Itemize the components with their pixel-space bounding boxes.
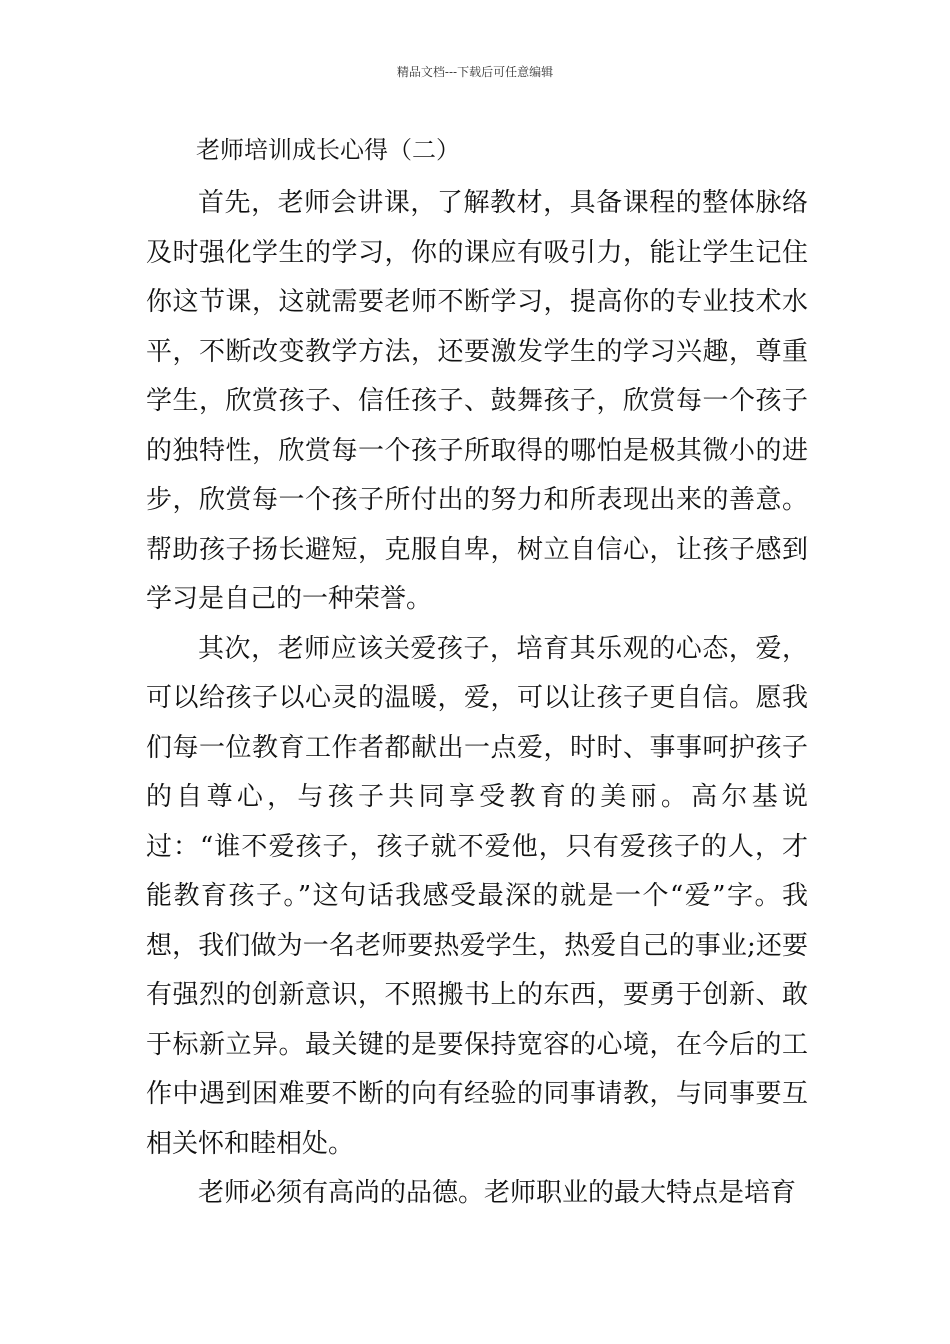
document-title: 老师培训成长心得（二） — [196, 136, 460, 164]
paragraph-3: 老师必须有高尚的品德。老师职业的最大特点是培育 — [198, 1178, 797, 1208]
paragraph-1: 首先，老师会讲课，了解教材，具备课程的整体脉络及时强化学生的学习，你的课应有吸引力，能让学生记住你这节课，这就需要老师不断学习，提高你的专业技术水平，不断改变教学方法，还要激发学生的学习兴趣，尊重学生，欣赏孩子、信任孩子、鼓舞孩子，欣赏每一个孩子的独特性，欣赏每一个孩子所取得的哪怕是极其微小的进步，欣赏每一个孩子所付出的努力和所表现出来的善意。帮助孩子扬长避短，克服自卑，树立自信心，让孩子感到学习是自己的一种荣誉。 — [146, 188, 808, 614]
header-note: 精品文档---下载后可任意编辑 — [396, 65, 554, 79]
paragraph-2: 其次，老师应该关爱孩子，培育其乐观的心态，爱，可以给孩子以心灵的温暖，爱，可以让孩子更自信。愿我们每一位教育工作者都献出一点爱，时时、事事呵护孩子的自尊心，与孩子共同享受教育的美丽。高尔基说过：“谁不爱孩子，孩子就不爱他，只有爱孩子的人，才能教育孩子。”这句话我感受最深的就是一个“爱”字。我想，我们做为一名老师要热爱学生，热爱自己的事业;还要有强烈的创新意识，不照搬书上的东西，要勇于创新、敢于标新立异。最关键的是要保持宽容的心境，在今后的工作中遇到困难要不断的向有经验的同事请教，与同事要互相关怀和睦相处。 — [146, 633, 808, 1159]
document-body — [146, 179, 808, 1219]
